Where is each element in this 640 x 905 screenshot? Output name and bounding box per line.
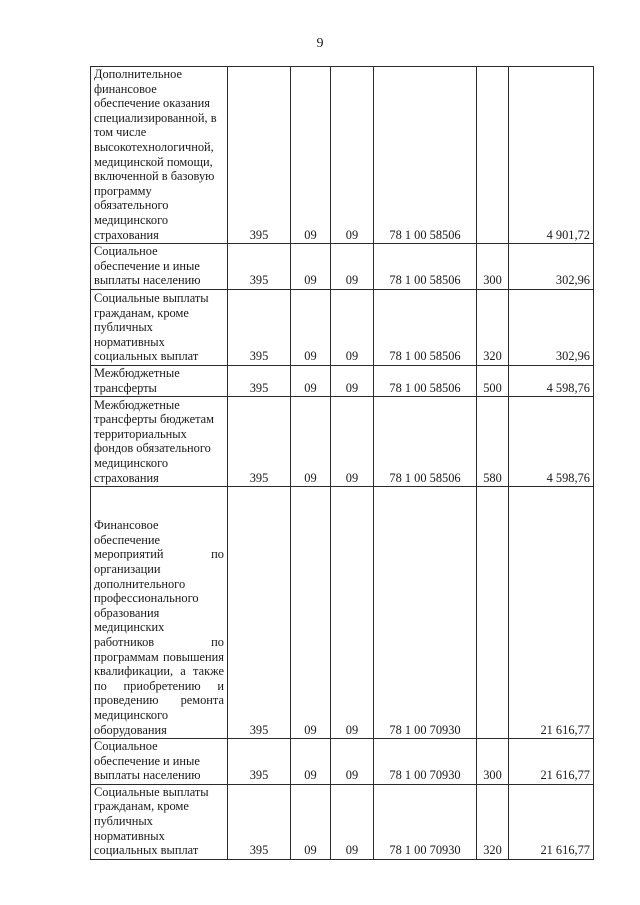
row-name-cell: Межбюджетные трансферты бюджетам территориальных фондов обязательного медицинского страхования	[91, 397, 228, 487]
subsection-code-cell: 09	[331, 784, 374, 859]
section-code-cell: 09	[291, 784, 331, 859]
ministry-code-cell: 395	[228, 67, 291, 244]
row-name-cell: Социальное обеспечение и иные выплаты населению	[91, 244, 228, 290]
target-item-cell: 78 1 00 58506	[374, 397, 477, 487]
row-name-cell: Социальные выплаты гражданам, кроме публичных нормативных социальных выплат	[91, 289, 228, 365]
section-code-cell: 09	[291, 487, 331, 739]
amount-cell: 21 616,77	[509, 784, 594, 859]
expense-type-cell: 320	[477, 784, 509, 859]
ministry-code-cell: 395	[228, 289, 291, 365]
target-item-cell: 78 1 00 58506	[374, 289, 477, 365]
page-number: 9	[316, 36, 324, 51]
section-code-cell: 09	[291, 397, 331, 487]
table-row	[91, 784, 594, 859]
section-code-cell: 09	[291, 365, 331, 396]
row-name-cell: Социальные выплаты гражданам, кроме публичных нормативных социальных выплат	[91, 784, 228, 859]
amount-cell: 4 901,72	[509, 67, 594, 244]
ministry-code-cell: 395	[228, 784, 291, 859]
expense-type-cell: 580	[477, 397, 509, 487]
subsection-code-cell: 09	[331, 289, 374, 365]
ministry-code-cell: 395	[228, 244, 291, 290]
row-name-cell: Дополнительное финансовое обеспечение оказания специализированной, в том числе высокотехнологичной, медицинской помощи, включенной в базовую программу обязательного медицинского страхования	[91, 67, 228, 244]
target-item-cell: 78 1 00 70930	[374, 739, 477, 785]
amount-cell: 4 598,76	[509, 397, 594, 487]
table-row	[91, 67, 594, 244]
amount-cell: 302,96	[509, 244, 594, 290]
amount-cell: 21 616,77	[509, 739, 594, 785]
table-row	[91, 397, 594, 487]
subsection-code-cell: 09	[331, 244, 374, 290]
ministry-code-cell: 395	[228, 397, 291, 487]
expense-type-cell: 500	[477, 365, 509, 396]
expense-type-cell: 320	[477, 289, 509, 365]
table-row	[91, 244, 594, 290]
table-row	[91, 289, 594, 365]
section-code-cell: 09	[291, 67, 331, 244]
row-name-cell: Межбюджетные трансферты	[91, 365, 228, 396]
ministry-code-cell: 395	[228, 487, 291, 739]
section-code-cell: 09	[291, 289, 331, 365]
target-item-cell: 78 1 00 58506	[374, 244, 477, 290]
expense-type-cell: 300	[477, 739, 509, 785]
subsection-code-cell: 09	[331, 397, 374, 487]
subsection-code-cell: 09	[331, 739, 374, 785]
subsection-code-cell: 09	[331, 67, 374, 244]
expense-type-cell	[477, 67, 509, 244]
amount-cell: 4 598,76	[509, 365, 594, 396]
subsection-code-cell: 09	[331, 365, 374, 396]
target-item-cell: 78 1 00 70930	[374, 487, 477, 739]
table-row	[91, 365, 594, 396]
expense-type-cell	[477, 487, 509, 739]
ministry-code-cell: 395	[228, 739, 291, 785]
amount-cell: 21 616,77	[509, 487, 594, 739]
section-code-cell: 09	[291, 244, 331, 290]
target-item-cell: 78 1 00 70930	[374, 784, 477, 859]
table-row	[91, 739, 594, 785]
budget-table	[90, 66, 594, 860]
amount-cell: 302,96	[509, 289, 594, 365]
row-name-cell: Социальное обеспечение и иные выплаты населению	[91, 739, 228, 785]
subsection-code-cell: 09	[331, 487, 374, 739]
expense-type-cell: 300	[477, 244, 509, 290]
table-row	[91, 487, 594, 739]
section-code-cell: 09	[291, 739, 331, 785]
ministry-code-cell: 395	[228, 365, 291, 396]
target-item-cell: 78 1 00 58506	[374, 365, 477, 396]
target-item-cell: 78 1 00 58506	[374, 67, 477, 244]
row-name-cell: Финансовое обеспечение мероприятий по организации дополнительного профессионального образования медицинских работников по программам повышения квалификации, а также по приобретению и проведению ремонта медицинского оборудования	[91, 487, 228, 739]
